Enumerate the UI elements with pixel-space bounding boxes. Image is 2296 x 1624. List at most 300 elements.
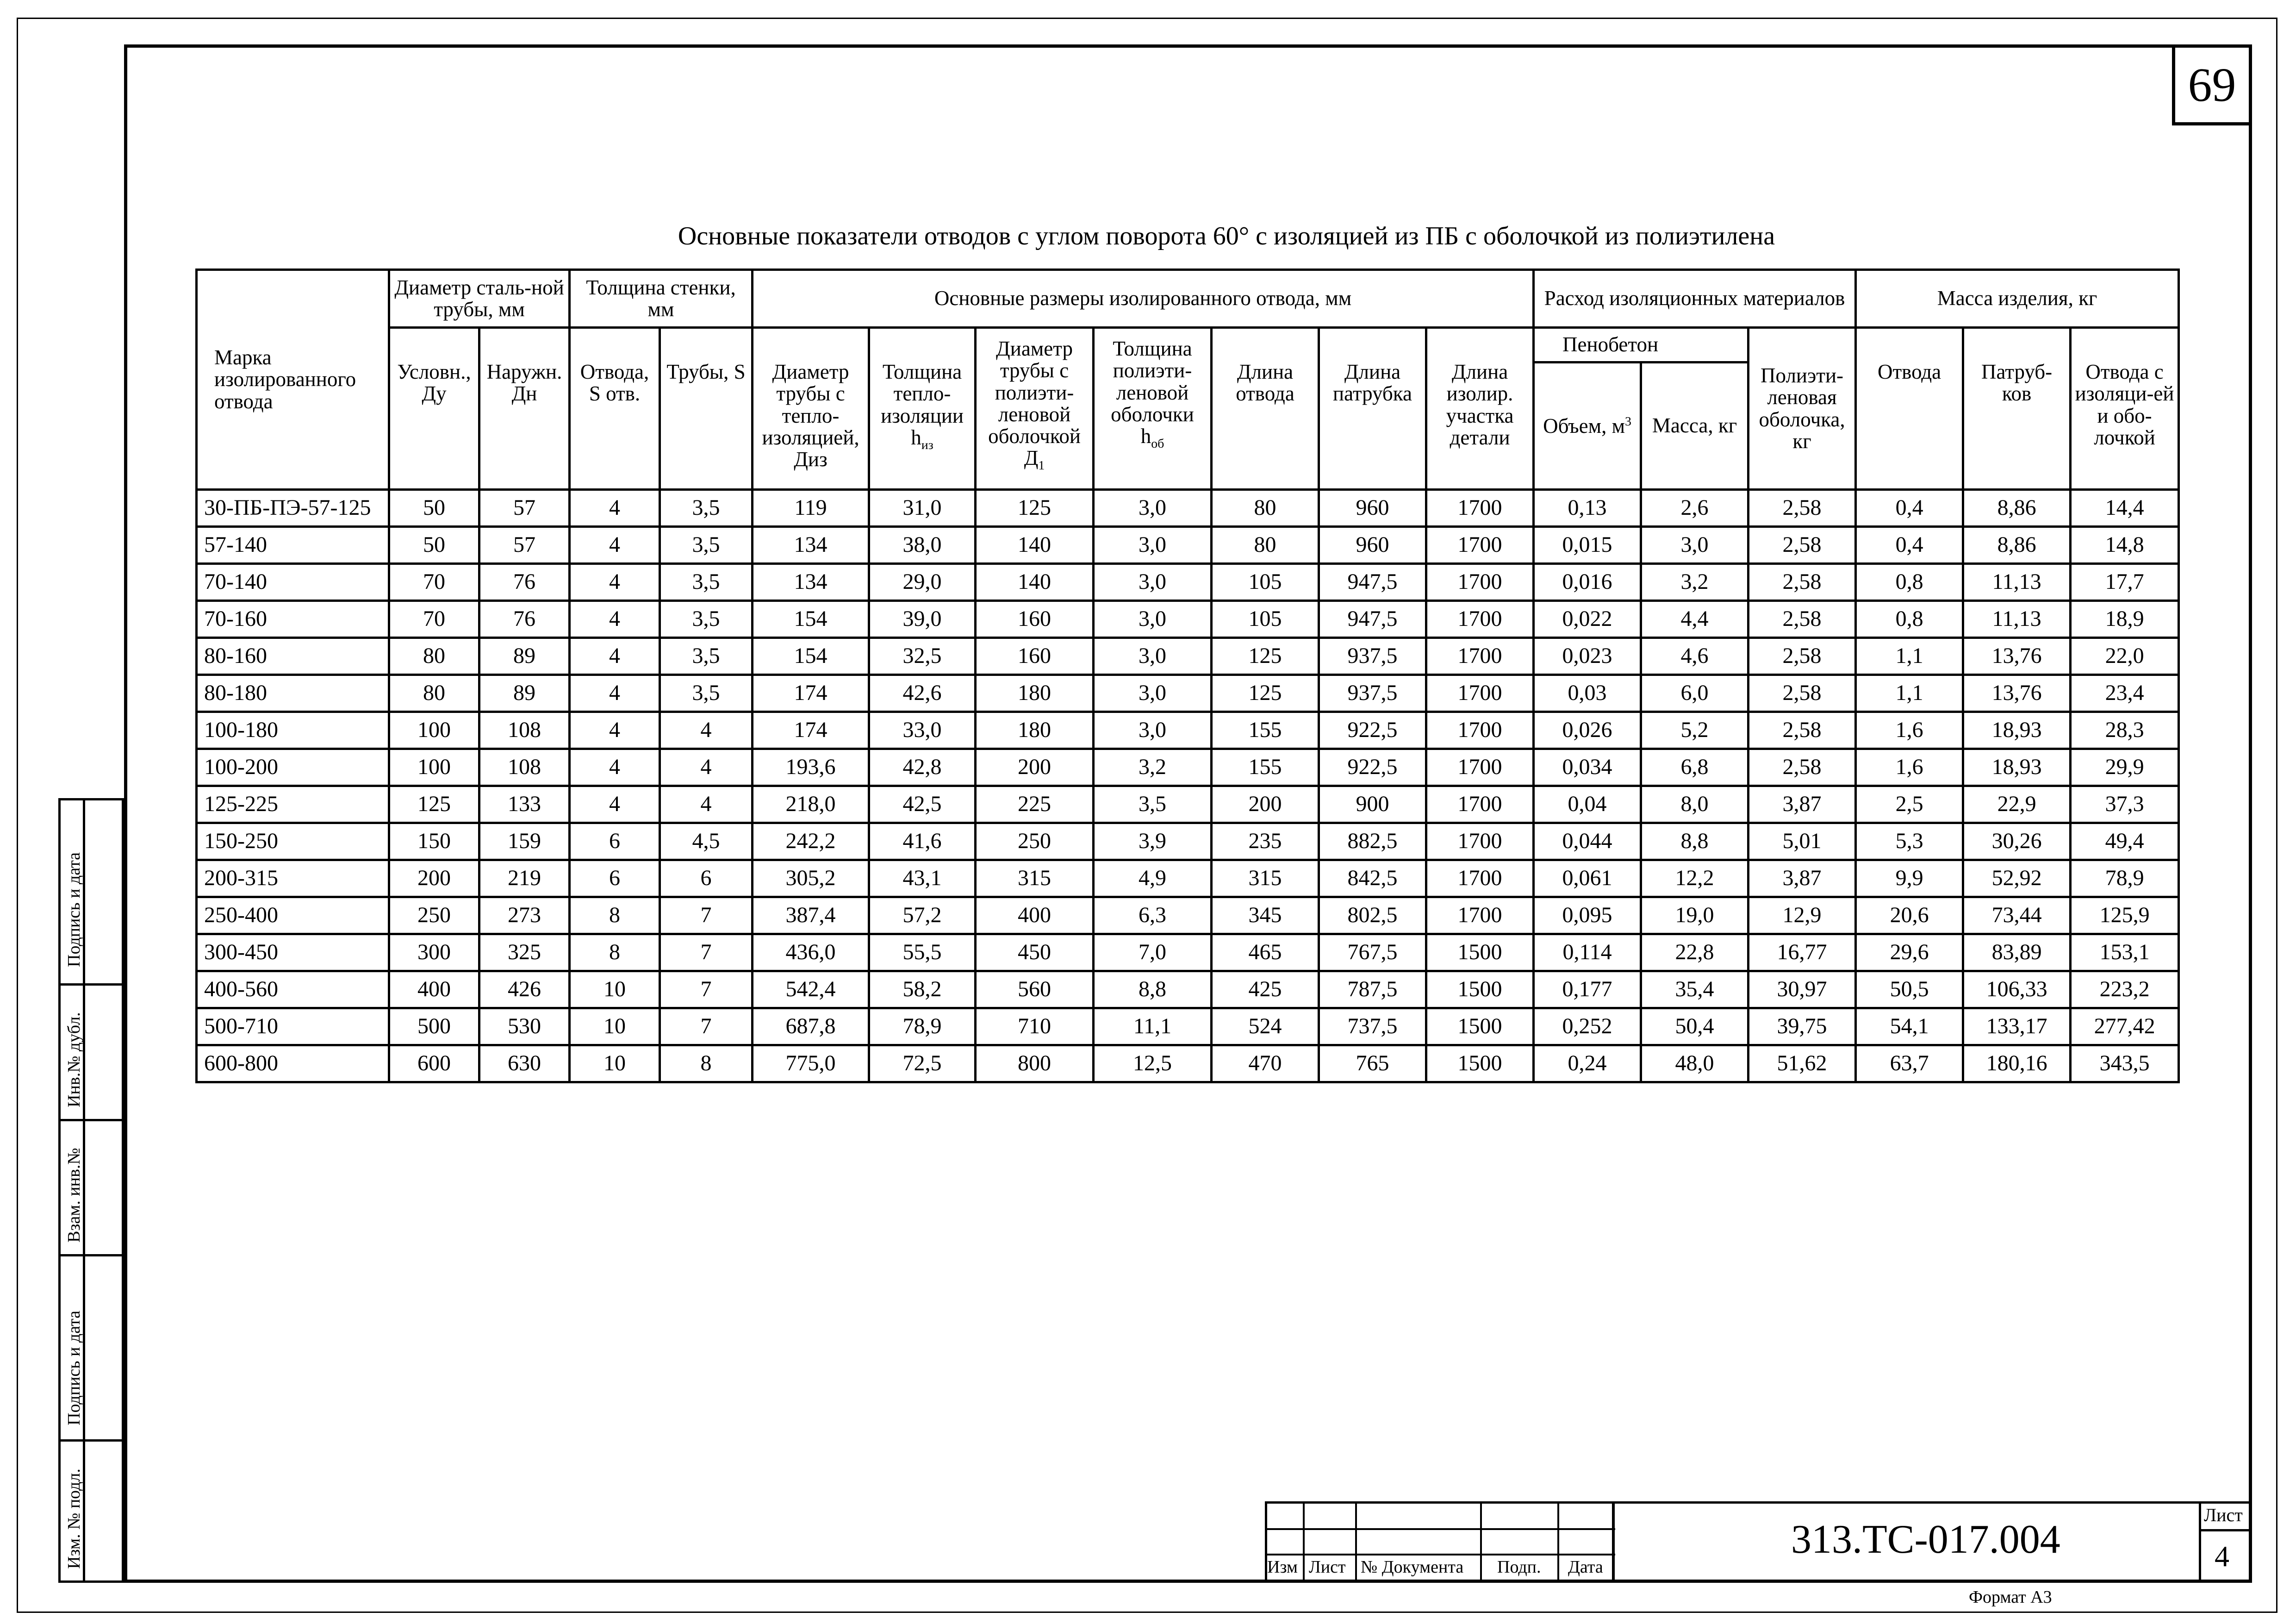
header-mass-bend: Отвода [1856,328,1963,490]
table-cell: 18,93 [1963,749,2071,786]
table-row [197,934,2179,971]
table-cell: 10 [570,971,660,1008]
table-cell: 765 [1319,1045,1426,1082]
table-cell: 4 [570,675,660,712]
table-cell: 55,5 [869,934,976,971]
table-cell: 4 [570,527,660,564]
table-cell: 0,177 [1534,971,1641,1008]
table-cell: 174 [753,712,869,749]
table-cell: 560 [976,971,1094,1008]
table-row [197,638,2179,675]
table-cell: 11,13 [1963,601,2071,638]
table-cell: 223,2 [2071,971,2179,1008]
table-cell: 2,6 [1641,490,1748,527]
table-cell: 470 [1212,1045,1319,1082]
table-cell: 73,44 [1963,897,2071,934]
table-cell: 153,1 [2071,934,2179,971]
table-cell: 325 [479,934,570,971]
table-cell: 2,58 [1748,712,1856,749]
table-cell: 100 [389,749,479,786]
header-pipe-diameter: Диаметр сталь-ной трубы, мм [389,270,570,328]
table-row [197,1045,2179,1082]
table-cell: 11,13 [1963,564,2071,601]
table-cell: 3,5 [660,638,753,675]
table-cell: 800 [976,1045,1094,1082]
document-code: 313.ТС-017.004 [1791,1517,2060,1562]
table-cell: 125 [389,786,479,823]
header-len-pipe: Длина патрубка [1319,328,1426,490]
table-cell: 600 [389,1045,479,1082]
table-cell: 250 [976,823,1094,860]
table-row [197,527,2179,564]
table-cell: 1500 [1426,1045,1534,1082]
table-cell: 3,5 [660,564,753,601]
side-stamp-sign-date-2: Подпись и дата [64,1310,84,1425]
table-cell: 0,034 [1534,749,1641,786]
table-cell: 8,86 [1963,527,2071,564]
table-cell: 160 [976,601,1094,638]
table-cell: 52,92 [1963,860,2071,897]
table-cell: 38,0 [869,527,976,564]
table-cell: 273 [479,897,570,934]
table-cell: 8,8 [1094,971,1212,1008]
table-cell: 54,1 [1856,1008,1963,1045]
table-cell: 3,5 [660,675,753,712]
table-row [197,749,2179,786]
table-cell: 2,5 [1856,786,1963,823]
header-d-insulated: Диаметр трубы с тепло-изоляцией, Диз [753,328,869,490]
header-wall-thickness: Толщина стенки, мм [570,270,753,328]
table-cell: 76 [479,601,570,638]
table-cell: 3,0 [1094,675,1212,712]
table-cell: 13,76 [1963,675,2071,712]
table-cell: 0,044 [1534,823,1641,860]
table-cell: 105 [1212,601,1319,638]
table-cell: 100 [389,712,479,749]
table-cell: 200 [389,860,479,897]
table-cell: 524 [1212,1008,1319,1045]
table-cell: 3,0 [1094,490,1212,527]
header-consumption: Расход изоляционных материалов [1534,270,1856,328]
table-cell: 802,5 [1319,897,1426,934]
table-cell: 78,9 [2071,860,2179,897]
table-cell: 3,0 [1094,564,1212,601]
table-cell: 12,2 [1641,860,1748,897]
table-cell: 0,252 [1534,1008,1641,1045]
table-cell: 305,2 [753,860,869,897]
table-cell: 4 [570,786,660,823]
table-cell: 225 [976,786,1094,823]
table-cell: 7 [660,971,753,1008]
table-cell: 125,9 [2071,897,2179,934]
table-cell: 6,8 [1641,749,1748,786]
table-cell: 1500 [1426,934,1534,971]
table-cell: 8,0 [1641,786,1748,823]
table-cell: 5,3 [1856,823,1963,860]
table-cell: 42,6 [869,675,976,712]
table-cell: 0,8 [1856,601,1963,638]
table-cell: 30,97 [1748,971,1856,1008]
table-cell: 426 [479,971,570,1008]
table-row [197,786,2179,823]
table-cell: 0,026 [1534,712,1641,749]
table-cell: 19,0 [1641,897,1748,934]
side-stamp-block [58,798,124,1583]
table-cell: 140 [976,527,1094,564]
table-cell: 51,62 [1748,1045,1856,1082]
table-cell: 140 [976,564,1094,601]
table-cell: 1500 [1426,1008,1534,1045]
table-cell: 4 [570,749,660,786]
table-cell: 150 [389,823,479,860]
header-foam-volume: Объем, $м^3$ [1534,362,1641,490]
table-cell: 1700 [1426,601,1534,638]
header-foam-mass: Масса, кг [1641,362,1748,490]
table-cell: 218,0 [753,786,869,823]
table-cell: 0,13 [1534,490,1641,527]
table-cell: 50 [389,527,479,564]
table-cell: 2,58 [1748,490,1856,527]
side-stamp-replace-inv: Взам. инв.№ [64,1148,84,1243]
table-cell: 18,93 [1963,712,2071,749]
format-label: Формат А3 [1969,1587,2052,1607]
table-cell: 70 [389,564,479,601]
table-cell: 108 [479,712,570,749]
table-cell: 14,8 [2071,527,2179,564]
row-mark: 70-160 [197,601,389,638]
table-cell: 72,5 [869,1045,976,1082]
table-cell: 3,0 [1094,527,1212,564]
table-cell: 0,061 [1534,860,1641,897]
table-cell: 7,0 [1094,934,1212,971]
table-row [197,823,2179,860]
table-cell: 37,3 [2071,786,2179,823]
table-cell: 4,5 [660,823,753,860]
header-len-iso: Длина изолир. участка детали [1426,328,1534,490]
table-cell: 3,5 [1094,786,1212,823]
table-cell: 33,0 [869,712,976,749]
table-cell: 436,0 [753,934,869,971]
header-mass: Масса изделия, кг [1856,270,2179,328]
header-dimensions: Основные размеры изолированного отвода, мм [753,270,1534,328]
table-cell: 10 [570,1008,660,1045]
header-outer: Наружн. Дн [479,328,570,490]
table-cell: 0,015 [1534,527,1641,564]
table-cell: 1,1 [1856,638,1963,675]
table-cell: 10 [570,1045,660,1082]
table-cell: 400 [976,897,1094,934]
table-cell: 922,5 [1319,749,1426,786]
table-cell: 0,04 [1534,786,1641,823]
table-cell: 174 [753,675,869,712]
row-mark: 200-315 [197,860,389,897]
table-cell: 710 [976,1008,1094,1045]
table-cell: 1700 [1426,675,1534,712]
table-cell: 315 [1212,860,1319,897]
table-cell: 13,76 [1963,638,2071,675]
table-cell: 108 [479,749,570,786]
table-cell: 960 [1319,490,1426,527]
table-cell: 83,89 [1963,934,2071,971]
table-cell: 300 [389,934,479,971]
table-cell: 154 [753,601,869,638]
table-cell: 154 [753,638,869,675]
table-cell: 6,3 [1094,897,1212,934]
table-cell: 315 [976,860,1094,897]
row-mark: 57-140 [197,527,389,564]
table-cell: 18,9 [2071,601,2179,638]
row-mark: 500-710 [197,1008,389,1045]
table-cell: 155 [1212,749,1319,786]
table-cell: 3,87 [1748,860,1856,897]
table-cell: 20,6 [1856,897,1963,934]
table-cell: 775,0 [753,1045,869,1082]
table-row [197,1008,2179,1045]
header-nominal: Условн., Ду [389,328,479,490]
header-wall-bend: Отвода, S отв. [570,328,660,490]
table-row [197,712,2179,749]
table-cell: 1700 [1426,490,1534,527]
table-cell: 80 [389,675,479,712]
header-pe-shell: Полиэти-леновая оболочка, кг [1748,328,1856,490]
table-cell: 4 [570,712,660,749]
table-cell: 0,016 [1534,564,1641,601]
table-cell: 400 [389,971,479,1008]
table-cell: 200 [1212,786,1319,823]
table-cell: 160 [976,638,1094,675]
table-cell: 787,5 [1319,971,1426,1008]
table-cell: 180 [976,675,1094,712]
table-cell: 0,114 [1534,934,1641,971]
table-cell: 1700 [1426,786,1534,823]
table-cell: 8,8 [1641,823,1748,860]
table-cell: 4,4 [1641,601,1748,638]
table-row [197,971,2179,1008]
row-mark: 70-140 [197,564,389,601]
table-row [197,564,2179,601]
table-cell: 2,58 [1748,527,1856,564]
table-cell: 58,2 [869,971,976,1008]
table-cell: 29,0 [869,564,976,601]
table-cell: 0,022 [1534,601,1641,638]
table-cell: 937,5 [1319,638,1426,675]
header-foam: Пенобетон [1534,328,1748,362]
table-cell: 2,58 [1748,675,1856,712]
table-cell: 76 [479,564,570,601]
table-cell: 1,6 [1856,712,1963,749]
table-cell: 687,8 [753,1008,869,1045]
table-cell: 125 [976,490,1094,527]
table-cell: 193,6 [753,749,869,786]
table-cell: 50 [389,490,479,527]
table-cell: 78,9 [869,1008,976,1045]
table-cell: 4 [660,786,753,823]
table-cell: 49,4 [2071,823,2179,860]
table-cell: 530 [479,1008,570,1045]
table-cell: 17,7 [2071,564,2179,601]
table-row [197,675,2179,712]
table-cell: 737,5 [1319,1008,1426,1045]
table-cell: 180 [976,712,1094,749]
table-cell: 0,095 [1534,897,1641,934]
table-cell: 0,023 [1534,638,1641,675]
header-mass-pipes: Патруб-ков [1963,328,2071,490]
table-cell: 7 [660,934,753,971]
table-cell: 31,0 [869,490,976,527]
side-stamp-orig-inv: Изм. № подл. [64,1468,84,1569]
table-cell: 3,0 [1094,638,1212,675]
table-cell: 7 [660,897,753,934]
table-cell: 0,24 [1534,1045,1641,1082]
table-cell: 8,86 [1963,490,2071,527]
table-cell: 12,5 [1094,1045,1212,1082]
table-cell: 8 [660,1045,753,1082]
table-cell: 6 [570,823,660,860]
title-block-izm: Изм [1267,1557,1298,1577]
sheet-number: 69 [2172,44,2252,125]
row-mark: 250-400 [197,897,389,934]
table-cell: 345 [1212,897,1319,934]
table-cell: 425 [1212,971,1319,1008]
table-cell: 542,4 [753,971,869,1008]
table-cell: 882,5 [1319,823,1426,860]
table-cell: 4,9 [1094,860,1212,897]
table-cell: 1700 [1426,897,1534,934]
table-cell: 235 [1212,823,1319,860]
table-cell: 42,5 [869,786,976,823]
table-cell: 7 [660,1008,753,1045]
header-h-insulation: Толщина тепло-изоляции $h_{из}$ [869,328,976,490]
table-cell: 29,9 [2071,749,2179,786]
table-row [197,601,2179,638]
table-cell: 89 [479,638,570,675]
table-row [197,860,2179,897]
table-cell: 12,9 [1748,897,1856,934]
table-cell: 8 [570,934,660,971]
table-cell: 4 [660,712,753,749]
table-cell: 1700 [1426,749,1534,786]
table-cell: 0,4 [1856,527,1963,564]
table-cell: 28,3 [2071,712,2179,749]
row-mark: 300-450 [197,934,389,971]
table-cell: 6,0 [1641,675,1748,712]
table-cell: 3,5 [660,601,753,638]
title-block-list: Лист [1309,1557,1346,1577]
table-cell: 39,0 [869,601,976,638]
table-row [197,897,2179,934]
table-cell: 450 [976,934,1094,971]
table-cell: 947,5 [1319,601,1426,638]
table-cell: 387,4 [753,897,869,934]
table-cell: 2,58 [1748,749,1856,786]
table-cell: 42,8 [869,749,976,786]
table-cell: 5,2 [1641,712,1748,749]
table-cell: 11,1 [1094,1008,1212,1045]
table-cell: 2,58 [1748,638,1856,675]
table-cell: 3,87 [1748,786,1856,823]
table-cell: 3,2 [1641,564,1748,601]
table-cell: 343,5 [2071,1045,2179,1082]
table-cell: 4 [570,490,660,527]
table-cell: 22,9 [1963,786,2071,823]
table-cell: 937,5 [1319,675,1426,712]
table-cell: 200 [976,749,1094,786]
table-cell: 4,6 [1641,638,1748,675]
table-cell: 22,8 [1641,934,1748,971]
row-mark: 80-160 [197,638,389,675]
table-cell: 125 [1212,675,1319,712]
table-cell: 106,33 [1963,971,2071,1008]
row-mark: 125-225 [197,786,389,823]
table-cell: 8 [570,897,660,934]
table-cell: 4 [660,749,753,786]
header-h-shell: Толщина полиэти-леновой оболочки $h_{об}$ [1094,328,1212,490]
table-cell: 80 [1212,527,1319,564]
table-cell: 80 [389,638,479,675]
table-cell: 57 [479,527,570,564]
table-cell: 89 [479,675,570,712]
row-mark: 150-250 [197,823,389,860]
table-cell: 277,42 [2071,1008,2179,1045]
table-cell: 159 [479,823,570,860]
row-mark: 600-800 [197,1045,389,1082]
header-mark: Марка изолированного отвода [197,270,389,490]
table-cell: 2,58 [1748,601,1856,638]
table-cell: 3,5 [660,527,753,564]
table-cell: 947,5 [1319,564,1426,601]
table-cell: 900 [1319,786,1426,823]
table-cell: 250 [389,897,479,934]
row-mark: 30-ПБ-ПЭ-57-125 [197,490,389,527]
sheet-label: Лист [2204,1505,2243,1525]
header-d-shell: Диаметр трубы с полиэти-леновой оболочкой $Д_1$ [976,328,1094,490]
table-cell: 922,5 [1319,712,1426,749]
table-cell: 119 [753,490,869,527]
table-cell: 180,16 [1963,1045,2071,1082]
table-cell: 134 [753,527,869,564]
table-cell: 57 [479,490,570,527]
table-cell: 155 [1212,712,1319,749]
title-block-sign: Подп. [1497,1557,1541,1577]
table-cell: 1700 [1426,860,1534,897]
row-mark: 80-180 [197,675,389,712]
table-cell: 48,0 [1641,1045,1748,1082]
table-cell: 1700 [1426,712,1534,749]
table-cell: 22,0 [2071,638,2179,675]
table-title: Основные показатели отводов с углом поворота 60° с изоляцией из ПБ с оболочкой из полиэтилена [678,222,1775,250]
table-cell: 960 [1319,527,1426,564]
table-cell: 23,4 [2071,675,2179,712]
table-cell: 6 [660,860,753,897]
table-cell: 50,4 [1641,1008,1748,1045]
table-cell: 242,2 [753,823,869,860]
header-wall-pipe: Трубы, S [660,328,753,490]
table-cell: 35,4 [1641,971,1748,1008]
table-cell: 1,1 [1856,675,1963,712]
table-cell: 0,03 [1534,675,1641,712]
table-cell: 465 [1212,934,1319,971]
row-mark: 100-200 [197,749,389,786]
header-mass-total: Отвода с изоляци-ей и обо-лочкой [2071,328,2179,490]
table-cell: 29,6 [1856,934,1963,971]
row-mark: 100-180 [197,712,389,749]
table-cell: 133,17 [1963,1008,2071,1045]
table-cell: 43,1 [869,860,976,897]
table-cell: 1700 [1426,823,1534,860]
table-cell: 500 [389,1008,479,1045]
table-cell: 4 [570,564,660,601]
title-block-doc: № Документа [1361,1557,1464,1577]
